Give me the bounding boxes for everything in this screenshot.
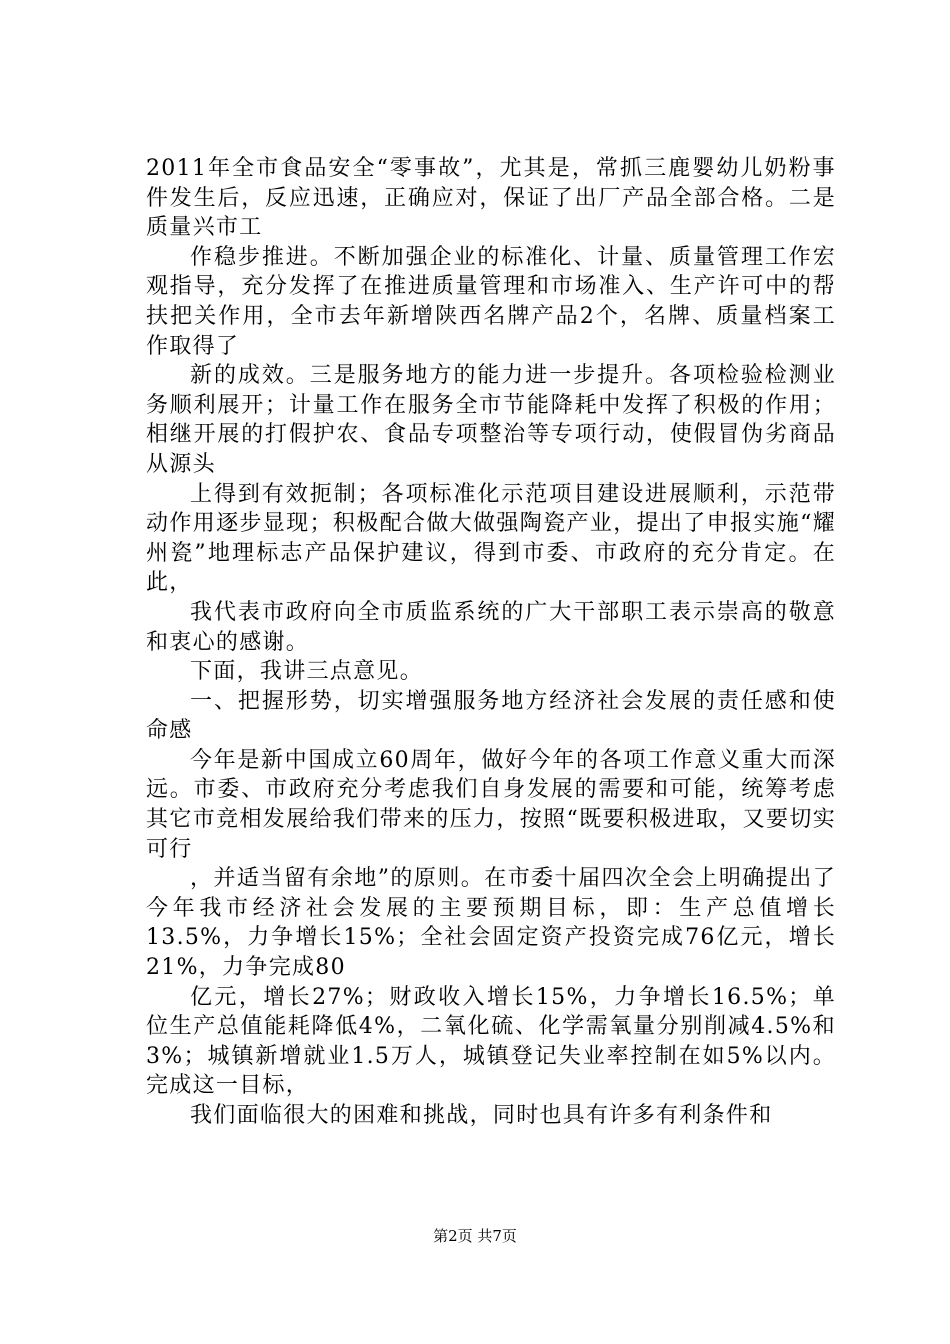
paragraph-7: 今年是新中国成立60周年，做好今年的各项工作意义重大而深远。市委、市政府充分考虑我们自身发展的需要和可能，统筹考虑其它市竞相发展给我们带来的压力，按照“既要积极进取，又要切实可行 bbox=[146, 747, 836, 862]
paragraph-4: 上得到有效扼制；各项标准化示范项目建设进展顺利，示范带动作用逐步显现；积极配合做大做强陶瓷产业，提出了申报实施“耀州瓷”地理标志产品保护建议，得到市委、市政府的充分肯定。在此， bbox=[146, 481, 836, 596]
paragraph-6: 下面，我讲三点意见。 bbox=[190, 659, 424, 685]
paragraph-9: 亿元，增长27%；财政收入增长15%，力争增长16.5%；单位生产总值能耗降低4%，二氧化硫、化学需氧量分别削减4.5%和3%；城镇新增就业1.5万人，城镇登记失业率控制在如5%以内。完成这一目标， bbox=[146, 984, 836, 1099]
paragraph-2: 作稳步推进。不断加强企业的标准化、计量、质量管理工作宏观指导，充分发挥了在推进质量管理和市场准入、生产许可中的帮扶把关作用，全市去年新增陕西名牌产品2个，名牌、质量档案工作取得了 bbox=[146, 244, 836, 359]
paragraph-10: 我们面临很大的困难和挑战，同时也具有许多有利条件和 bbox=[190, 1103, 773, 1128]
paragraph-1: 2011年全市食品安全“零事故”，尤其是，常抓三鹿婴幼儿奶粉事件发生后，反应迅速，正确应对，保证了出厂产品全部合格。二是质量兴市工 bbox=[146, 156, 836, 241]
paragraph-3: 新的成效。三是服务地方的能力进一步提升。各项检验检测业务顺利展开；计量工作在服务全市节能降耗中发挥了积极的作用；相继开展的打假护农、食品专项整治等专项行动，使假冒伪劣商品从源头 bbox=[146, 363, 836, 477]
page-number-footer: 第2页 共7页 bbox=[433, 1227, 517, 1245]
section-heading-1: 一、把握形势，切实增强服务地方经济社会发展的责任感和使命感 bbox=[146, 688, 836, 744]
document-body bbox=[146, 154, 836, 1131]
paragraph-5: 我代表市政府向全市质监系统的广大干部职工表示崇高的敬意和衷心的感谢。 bbox=[146, 599, 836, 655]
paragraph-8: ，并适当留有余地”的原则。在市委十届四次全会上明确提出了今年我市经济社会发展的主要预期目标，即：生产总值增长13.5%，力争增长15%；全社会固定资产投资完成76亿元，增长21%，力争完成80 bbox=[146, 866, 836, 981]
